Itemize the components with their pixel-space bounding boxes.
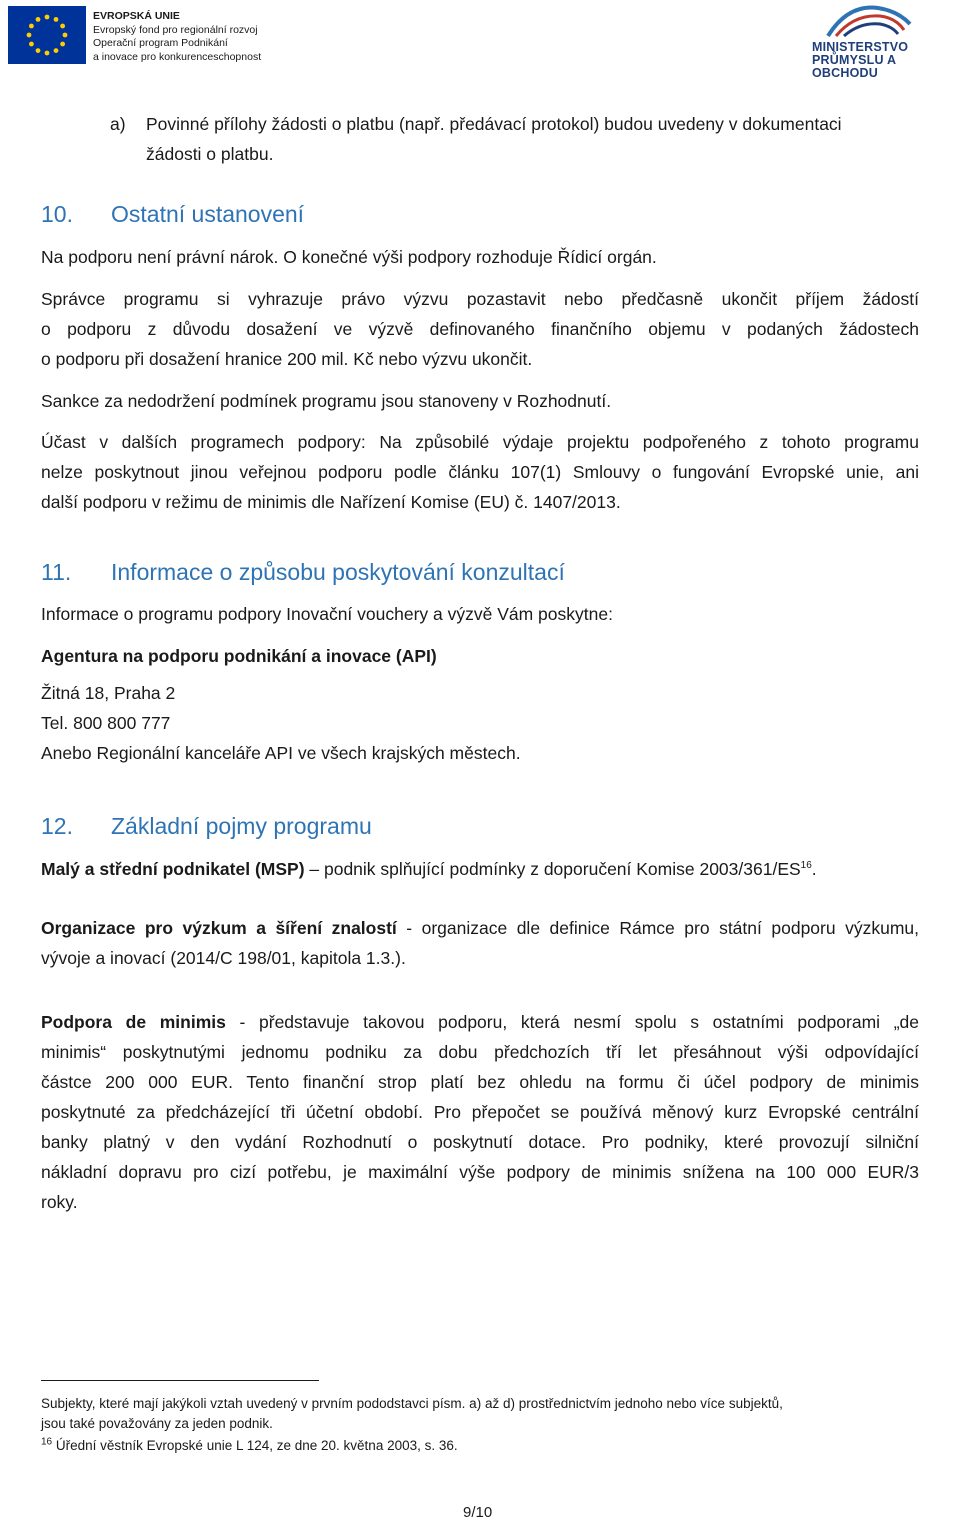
paragraph-line: o podporu z důvodu dosažení ve výzvě definovaného finančního objemu v podaných žádostech [41, 319, 919, 339]
phone: Tel. 800 800 777 [41, 713, 171, 733]
mpo-emblem-icon [818, 2, 918, 45]
regional-offices: Anebo Regionální kanceláře API ve všech krajských městech. [41, 743, 521, 763]
definition: – podnik splňující podmínky z doporučení Komise 2003/361/ES [304, 859, 801, 879]
address: Žitná 18, Praha 2 [41, 683, 176, 703]
list-item-text-continued: žádosti o platbu. [146, 144, 274, 164]
definition-org [41, 913, 919, 943]
section-heading-10 [41, 201, 304, 228]
list-marker: a) [110, 114, 126, 134]
definition-line: vývoje a inovací (2014/C 198/01, kapitola 1.3.). [41, 948, 406, 968]
section-heading-12 [41, 813, 372, 840]
definition-line: minimis“ poskytnutými jednomu podniku za dobu předchozích tří let přesáhnout výši odpovídající [41, 1042, 919, 1062]
footnote-text: Úřední věstník Evropské unie L 124, ze dne 20. května 2003, s. 36. [52, 1438, 458, 1453]
page-number: 9/10 [463, 1504, 493, 1521]
definition-line: roky. [41, 1192, 78, 1212]
eu-flag-logo [8, 6, 86, 64]
agency-name [41, 641, 437, 671]
eu-logo-line: Evropský fond pro regionální rozvoj [93, 23, 258, 36]
footnote-ref: 16 [800, 860, 812, 872]
agency-name-bold: Agentura na podporu podnikání a inovace (API) [41, 646, 437, 666]
section-number: 10. [41, 201, 73, 227]
paragraph-line: Správce programu si vyhrazuje právo výzvu pozastavit nebo předčasně ukončit příjem žádostí [41, 289, 919, 309]
footnote-marker: 16 [41, 1436, 53, 1448]
punctuation: . [811, 859, 817, 879]
paragraph: Na podporu není právní nárok. O konečné výši podpory rozhoduje Řídicí orgán. [41, 247, 657, 267]
paragraph-line: další podporu v režimu de minimis dle Nařízení Komise (EU) č. 1407/2013. [41, 492, 621, 512]
section-number: 12. [41, 813, 73, 839]
footnote-divider [41, 1380, 319, 1381]
mpo-logo-line: MINISTERSTVO [812, 40, 909, 54]
term: Organizace pro výzkum a šíření znalostí [41, 918, 397, 938]
mpo-logo-line: PRŮMYSLU A OBCHODU [812, 53, 896, 80]
paragraph-line: Účast v dalších programech podpory: Na způsobilé výdaje projektu podpořeného z tohoto programu [41, 432, 919, 452]
definition: - organizace dle definice Rámce pro státní podporu výzkumu, [396, 918, 919, 938]
paragraph: Informace o programu podpory Inovační vouchery a výzvě Vám poskytne: [41, 604, 613, 624]
definition: - představuje takovou podporu, která nesmí spolu s ostatními podporami „de [225, 1012, 919, 1032]
definition-msp [41, 854, 817, 884]
mpo-logo-text [812, 41, 960, 80]
footnote-line: Subjekty, které mají jakýkoli vztah uvedený v prvním pododstavci písm. a) až d) prostřednictvím jednoho nebo více subjektů, [41, 1396, 783, 1411]
eu-logo-text [93, 10, 261, 64]
paragraph-line: nelze poskytnout jinou veřejnou podporu podle článku 107(1) Smlouvy o fungování Evropské unie, ani [41, 462, 919, 482]
eu-logo-line: Operační program Podnikání [93, 37, 228, 49]
definition-line: banky platný v den vydání Rozhodnutí o poskytnutí dotace. Pro podniky, které provozují silniční [41, 1132, 919, 1152]
section-title: Informace o způsobu poskytování konzultací [111, 559, 565, 585]
eu-stars-icon [8, 6, 86, 64]
definition-line: poskytnuté za předcházející tři účetní období. Pro přepočet se používá měnový kurz Evropské centrální [41, 1102, 919, 1122]
section-heading-11 [41, 559, 565, 586]
section-title: Ostatní ustanovení [111, 201, 305, 227]
paragraph: Sankce za nedodržení podmínek programu jsou stanoveny v Rozhodnutí. [41, 391, 612, 411]
term: Podpora de minimis [41, 1012, 226, 1032]
eu-logo-line: EVROPSKÁ UNIE [93, 10, 180, 22]
definition-deminimis [41, 1007, 919, 1037]
list-item-text: Povinné přílohy žádosti o platbu (např. předávací protokol) budou uvedeny v dokumentaci [146, 114, 842, 134]
footnote-line: jsou také považovány za jeden podnik. [41, 1416, 273, 1431]
eu-logo-line: a inovace pro konkurenceschopnost [93, 50, 262, 63]
section-number: 11. [41, 559, 72, 585]
paragraph-line: o podporu při dosažení hranice 200 mil. Kč nebo výzvu ukončit. [41, 349, 533, 369]
definition-line: nákladní dopravu pro cizí potřebu, je maximální výše podpory de minimis snížena na 100 000 EUR/3 [41, 1162, 919, 1182]
term: Malý a střední podnikatel (MSP) [41, 859, 305, 879]
definition-line: částce 200 000 EUR. Tento finanční strop platí bez ohledu na formu či účel podpory de minimis [41, 1072, 919, 1092]
footnote-16 [41, 1436, 458, 1455]
section-title: Základní pojmy programu [111, 813, 372, 839]
